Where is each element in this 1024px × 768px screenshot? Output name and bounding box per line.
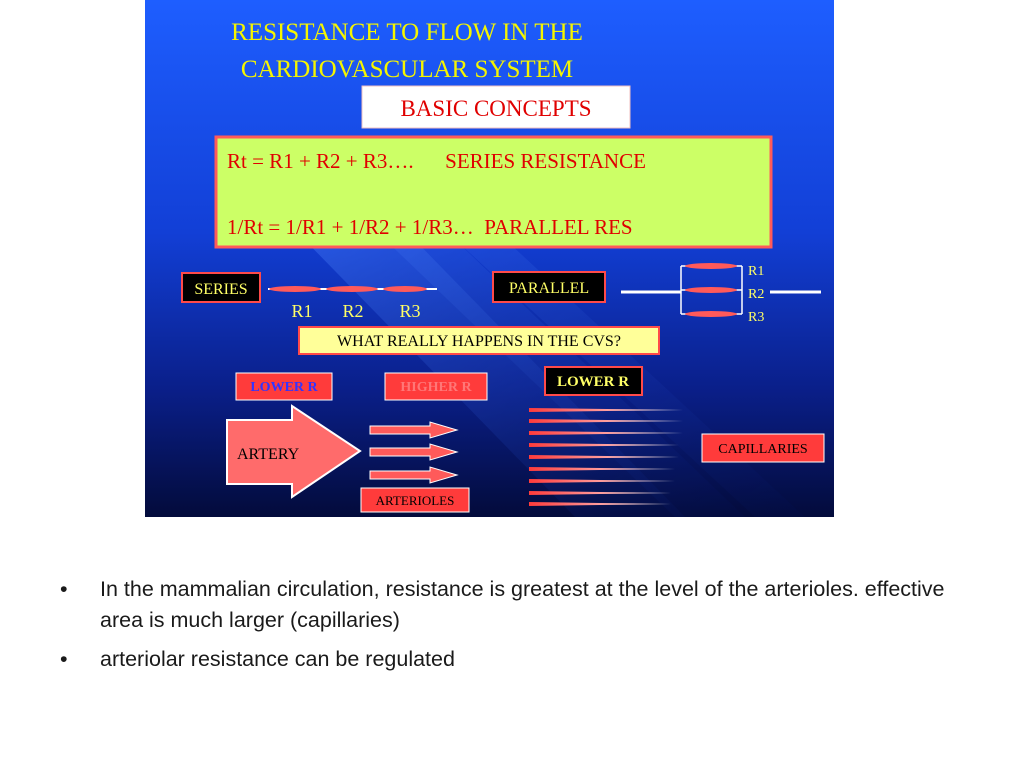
series-r1-label: R1 [291, 301, 313, 321]
slide-image [145, 0, 834, 517]
parallel-r1-label: R1 [748, 264, 765, 279]
parallel-label: PARALLEL [508, 280, 590, 297]
bullet-item: • In the mammalian circulation, resistance is greatest at the level of the arterioles. effective area is much larger (capillaries) [60, 574, 960, 636]
slide-title-line1: RESISTANCE TO FLOW IN THE [231, 19, 583, 46]
higher-r-label: HIGHER R [400, 380, 472, 395]
formula-series: Rt = R1 + R2 + R3…. SERIES RESISTANCE [227, 149, 646, 173]
parallel-r2-label: R2 [748, 287, 765, 302]
question-text: WHAT REALLY HAPPENS IN THE CVS? [337, 333, 621, 350]
series-resistors [268, 286, 437, 292]
formula-parallel: 1/Rt = 1/R1 + 1/R2 + 1/R3… PARALLEL RES [227, 215, 633, 239]
slide-title-line2: CARDIOVASCULAR SYSTEM [240, 56, 574, 83]
artery-label: ARTERY [237, 446, 300, 463]
arteriole-arrows [370, 422, 457, 483]
lower-r-left-label: LOWER R [250, 380, 318, 395]
lower-r-right-label: LOWER R [556, 374, 630, 390]
series-r3-label: R3 [399, 301, 421, 321]
arterioles-label: ARTERIOLES [375, 493, 455, 508]
subtitle-text: BASIC CONCEPTS [400, 96, 592, 121]
bullet-item: • arteriolar resistance can be regulated [60, 644, 960, 675]
parallel-r3-label: R3 [748, 310, 765, 325]
capillaries-label: CAPILLARIES [718, 442, 808, 457]
series-label: SERIES [194, 281, 248, 298]
bullet-list [60, 574, 960, 683]
series-r2-label: R2 [342, 301, 364, 321]
